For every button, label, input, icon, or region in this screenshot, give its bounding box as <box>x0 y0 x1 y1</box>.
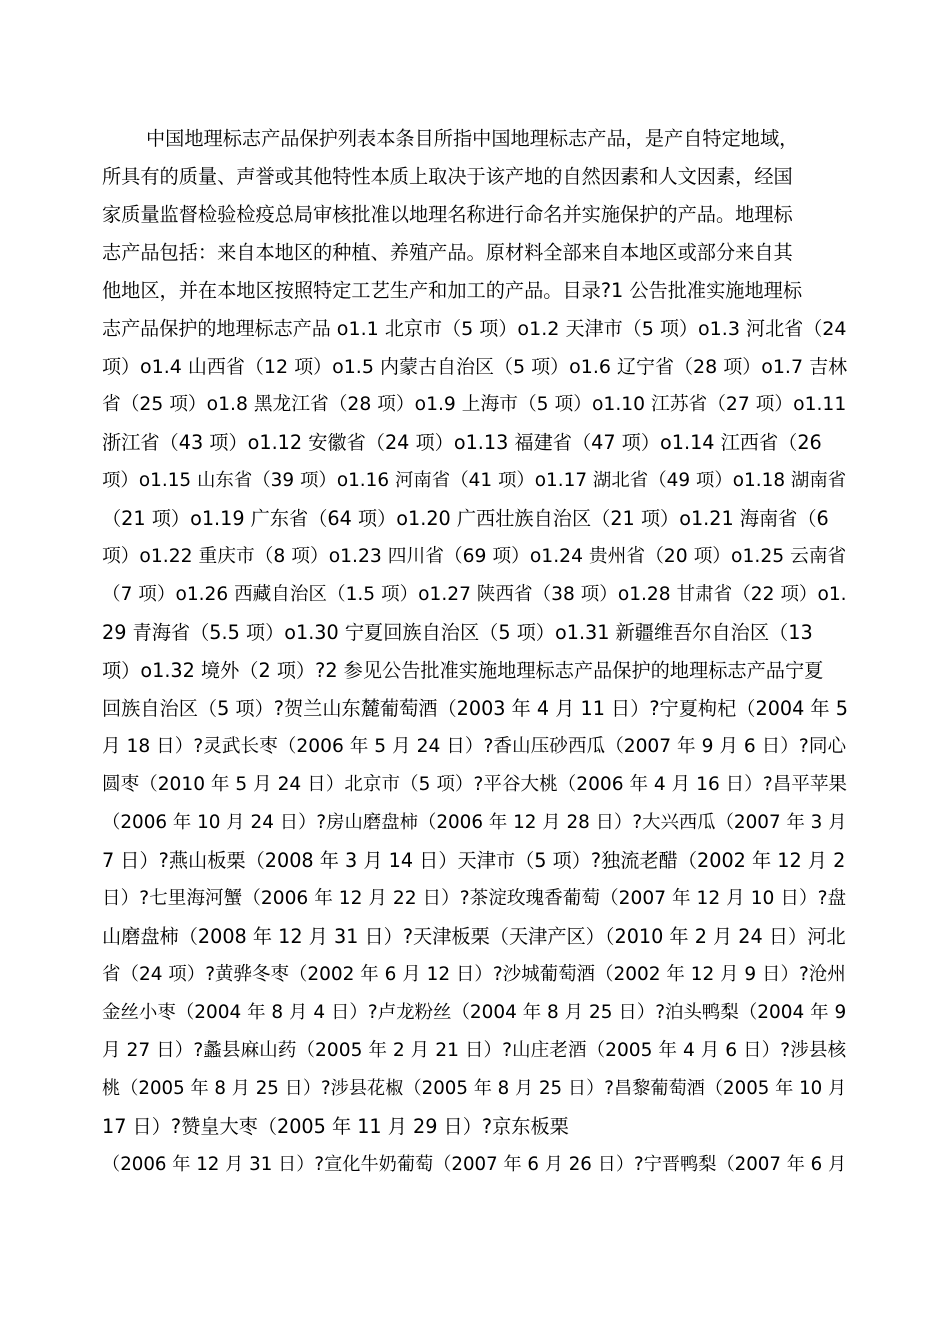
text-line: 他地区，并在本地区按照特定工艺生产和加工的产品。目录?1 公告批准实施地理标 <box>102 279 803 302</box>
text-line: 桃（2005 年 8 月 25 日）?涉县花椒（2005 年 8 月 25 日）?昌黎葡萄酒（2005 年 10 月 <box>102 1078 847 1099</box>
text-line: 项）o1.4 山西省（12 项）o1.5 内蒙古自治区（5 项）o1.6 辽宁省（28 项）o1.7 吉林 <box>102 356 848 378</box>
text-line: （2006 年 12 月 31 日）?宣化牛奶葡萄（2007 年 6 月 26 日）?宁晋鸭梨（2007 年 6 月 <box>102 1154 847 1175</box>
text-line: 金丝小枣（2004 年 8 月 4 日）?卢龙粉丝（2004 年 8 月 25 日）?泊头鸭梨（2004 年 9 <box>102 1002 847 1023</box>
text-line: 项）o1.22 重庆市（8 项）o1.23 四川省（69 项）o1.24 贵州省（20 项）o1.25 云南省 <box>102 546 847 567</box>
text-line: 项）o1.15 山东省（39 项）o1.16 河南省（41 项）o1.17 湖北省（49 项）o1.18 湖南省 <box>102 470 847 491</box>
text-line: 家质量监督检验检疫总局审核批准以地理名称进行命名并实施保护的产品。地理标 <box>102 203 793 226</box>
text-line: 日）?七里海河蟹（2006 年 12 月 22 日）?茶淀玫瑰香葡萄（2007 年 12 月 10 日）?盘 <box>102 888 847 909</box>
text-line: 17 日）?赞皇大枣（2005 年 11 月 29 日）?京东板栗 <box>102 1115 569 1138</box>
text-line: 志产品包括：来自本地区的种植、养殖产品。原材料全部来自本地区或部分来自其 <box>102 241 793 264</box>
text-line: 项）o1.32 境外（2 项）?2 参见公告批准实施地理标志产品保护的地理标志产品宁夏 <box>102 659 824 682</box>
text-line: （2006 年 10 月 24 日）?房山磨盘柿（2006 年 12 月 28 日）?大兴西瓜（2007 年 3 月 <box>102 812 847 833</box>
text-line: 圆枣（2010 年 5 月 24 日）北京市（5 项）?平谷大桃（2006 年 4 月 16 日）?昌平苹果 <box>102 774 848 795</box>
text-line: 志产品保护的地理标志产品 o1.1 北京市（5 项）o1.2 天津市（5 项）o1.3 河北省（24 <box>102 318 847 340</box>
text-line: 7 日）?燕山板栗（2008 年 3 月 14 日）天津市（5 项）?独流老醋（2002 年 12 月 2 <box>102 849 846 872</box>
text-line: 29 青海省（5.5 项）o1.30 宁夏回族自治区（5 项）o1.31 新疆维吾尔自治区（13 <box>102 621 813 644</box>
text-line: 回族自治区（5 项）?贺兰山东麓葡萄酒（2003 年 4 月 11 日）?宁夏枸杞（2004 年 5 <box>102 697 848 720</box>
text-line: 中国地理标志产品保护列表本条目所指中国地理标志产品，是产自特定地域， <box>146 127 799 150</box>
text-line: 浙江省（43 项）o1.12 安徽省（24 项）o1.13 福建省（47 项）o1.14 江西省（26 <box>102 431 822 454</box>
text-line: 月 27 日）?蠡县麻山药（2005 年 2 月 21 日）?山庄老酒（2005 年 4 月 6 日）?涉县核 <box>102 1040 847 1061</box>
text-line: （21 项）o1.19 广东省（64 项）o1.20 广西壮族自治区（21 项）o1.21 海南省（6 <box>102 507 829 530</box>
text-line: 月 18 日）?灵武长枣（2006 年 5 月 24 日）?香山压砂西瓜（2007 年 9 月 6 日）?同心 <box>102 736 847 757</box>
text-line: 省（24 项）?黄骅冬枣（2002 年 6 月 12 日）?沙城葡萄酒（2002 年 12 月 9 日）?沧州 <box>102 964 846 985</box>
text-line: （7 项）o1.26 西藏自治区（1.5 项）o1.27 陕西省（38 项）o1.28 甘肃省（22 项）o1. <box>102 584 847 605</box>
text-line: 山磨盘柿（2008 年 12 月 31 日）?天津板栗（天津产区）（2010 年 2 月 24 日）河北 <box>102 925 846 948</box>
text-line: 所具有的质量、声誉或其他特性本质上取决于该产地的自然因素和人文因素，经国 <box>102 165 793 188</box>
text-line: 省（25 项）o1.8 黑龙江省（28 项）o1.9 上海市（5 项）o1.10 江苏省（27 项）o1.11 <box>102 394 847 415</box>
